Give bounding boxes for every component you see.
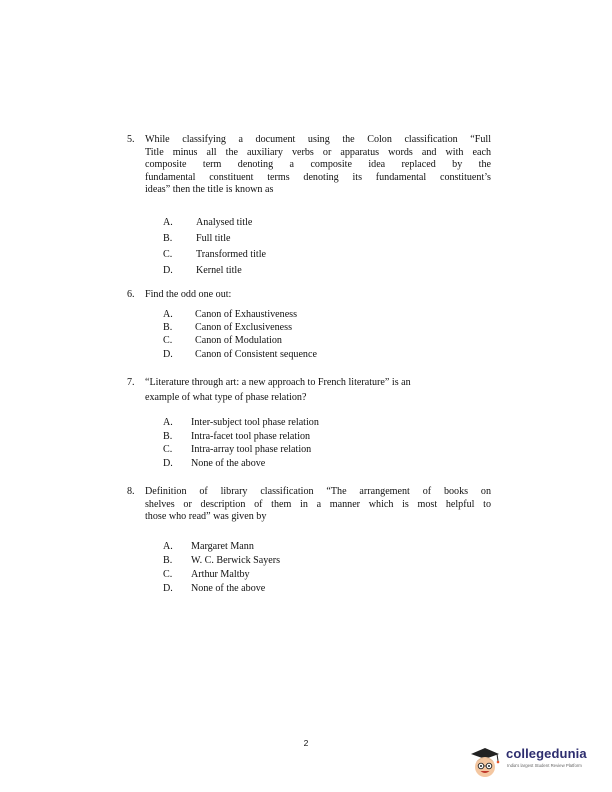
option-text: Intra-array tool phase relation — [191, 444, 312, 455]
option-text: Full title — [196, 233, 231, 244]
option-text: None of the above — [191, 458, 266, 469]
option-letter: B. — [163, 555, 173, 566]
option-letter: A. — [163, 309, 173, 320]
option-letter: A. — [163, 417, 173, 428]
option-text: Canon of Consistent sequence — [195, 349, 317, 360]
option-letter: D. — [163, 458, 173, 469]
option-letter: C. — [163, 249, 173, 260]
question-number: 8. — [127, 486, 135, 497]
stem-line: those who read” was given by — [145, 511, 267, 523]
question-number: 6. — [127, 289, 135, 300]
question-number: 7. — [127, 377, 135, 388]
option-letter: D. — [163, 349, 173, 360]
option-letter: B. — [163, 431, 173, 442]
stem-line: Title minus all the auxiliary verbs or apparatus words and with each — [145, 146, 491, 158]
option-text: Arthur Maltby — [191, 569, 250, 580]
option-letter: C. — [163, 335, 173, 346]
stem-line: “Literature through art: a new approach to French literature” is an — [145, 377, 411, 388]
option-text: Margaret Mann — [191, 541, 254, 552]
question-stem — [145, 486, 491, 524]
option-letter: D. — [163, 265, 173, 276]
option-text: Canon of Exclusiveness — [195, 322, 292, 333]
option-text: Kernel title — [196, 265, 242, 276]
question-stem — [145, 289, 491, 302]
option-text: Analysed title — [196, 217, 253, 228]
stem-line: fundamental constituent terms denoting its fundamental constituent’s — [145, 171, 491, 183]
stem-line: shelves or description of them in a manner which is most helpful to — [145, 498, 491, 510]
question-number: 5. — [127, 134, 135, 145]
stem-line: ideas” then the title is known as — [145, 184, 274, 196]
option-letter: D. — [163, 583, 173, 594]
option-letter: C. — [163, 569, 173, 580]
option-letter: A. — [163, 217, 173, 228]
option-text: Inter-subject tool phase relation — [191, 417, 319, 428]
graduate-mascot-icon — [468, 745, 504, 781]
option-letter: B. — [163, 233, 173, 244]
question-stem — [145, 377, 491, 404]
option-letter: A. — [163, 541, 173, 552]
brand-name: collegedunia — [506, 746, 587, 761]
stem-line: Find the odd one out: — [145, 289, 232, 300]
stem-line: While classifying a document using the Colon classification “Full — [145, 134, 491, 145]
option-letter: B. — [163, 322, 173, 333]
option-text: W. C. Berwick Sayers — [191, 555, 281, 566]
page-number: 2 — [303, 738, 309, 748]
option-text: Canon of Modulation — [195, 335, 282, 346]
question-stem — [145, 134, 491, 197]
collegedunia-logo — [468, 745, 598, 781]
option-text: Intra-facet tool phase relation — [191, 431, 311, 442]
option-letter: C. — [163, 444, 173, 455]
stem-line: example of what type of phase relation? — [145, 391, 307, 403]
option-text: Transformed title — [196, 249, 266, 260]
brand-tagline: India's largest Student Review Platform — [507, 763, 582, 768]
stem-line: Definition of library classification “The arrangement of books on — [145, 486, 491, 497]
option-text: None of the above — [191, 583, 266, 594]
option-text: Canon of Exhaustiveness — [195, 309, 298, 320]
stem-line: composite term denoting a composite idea replaced by the — [145, 159, 491, 171]
